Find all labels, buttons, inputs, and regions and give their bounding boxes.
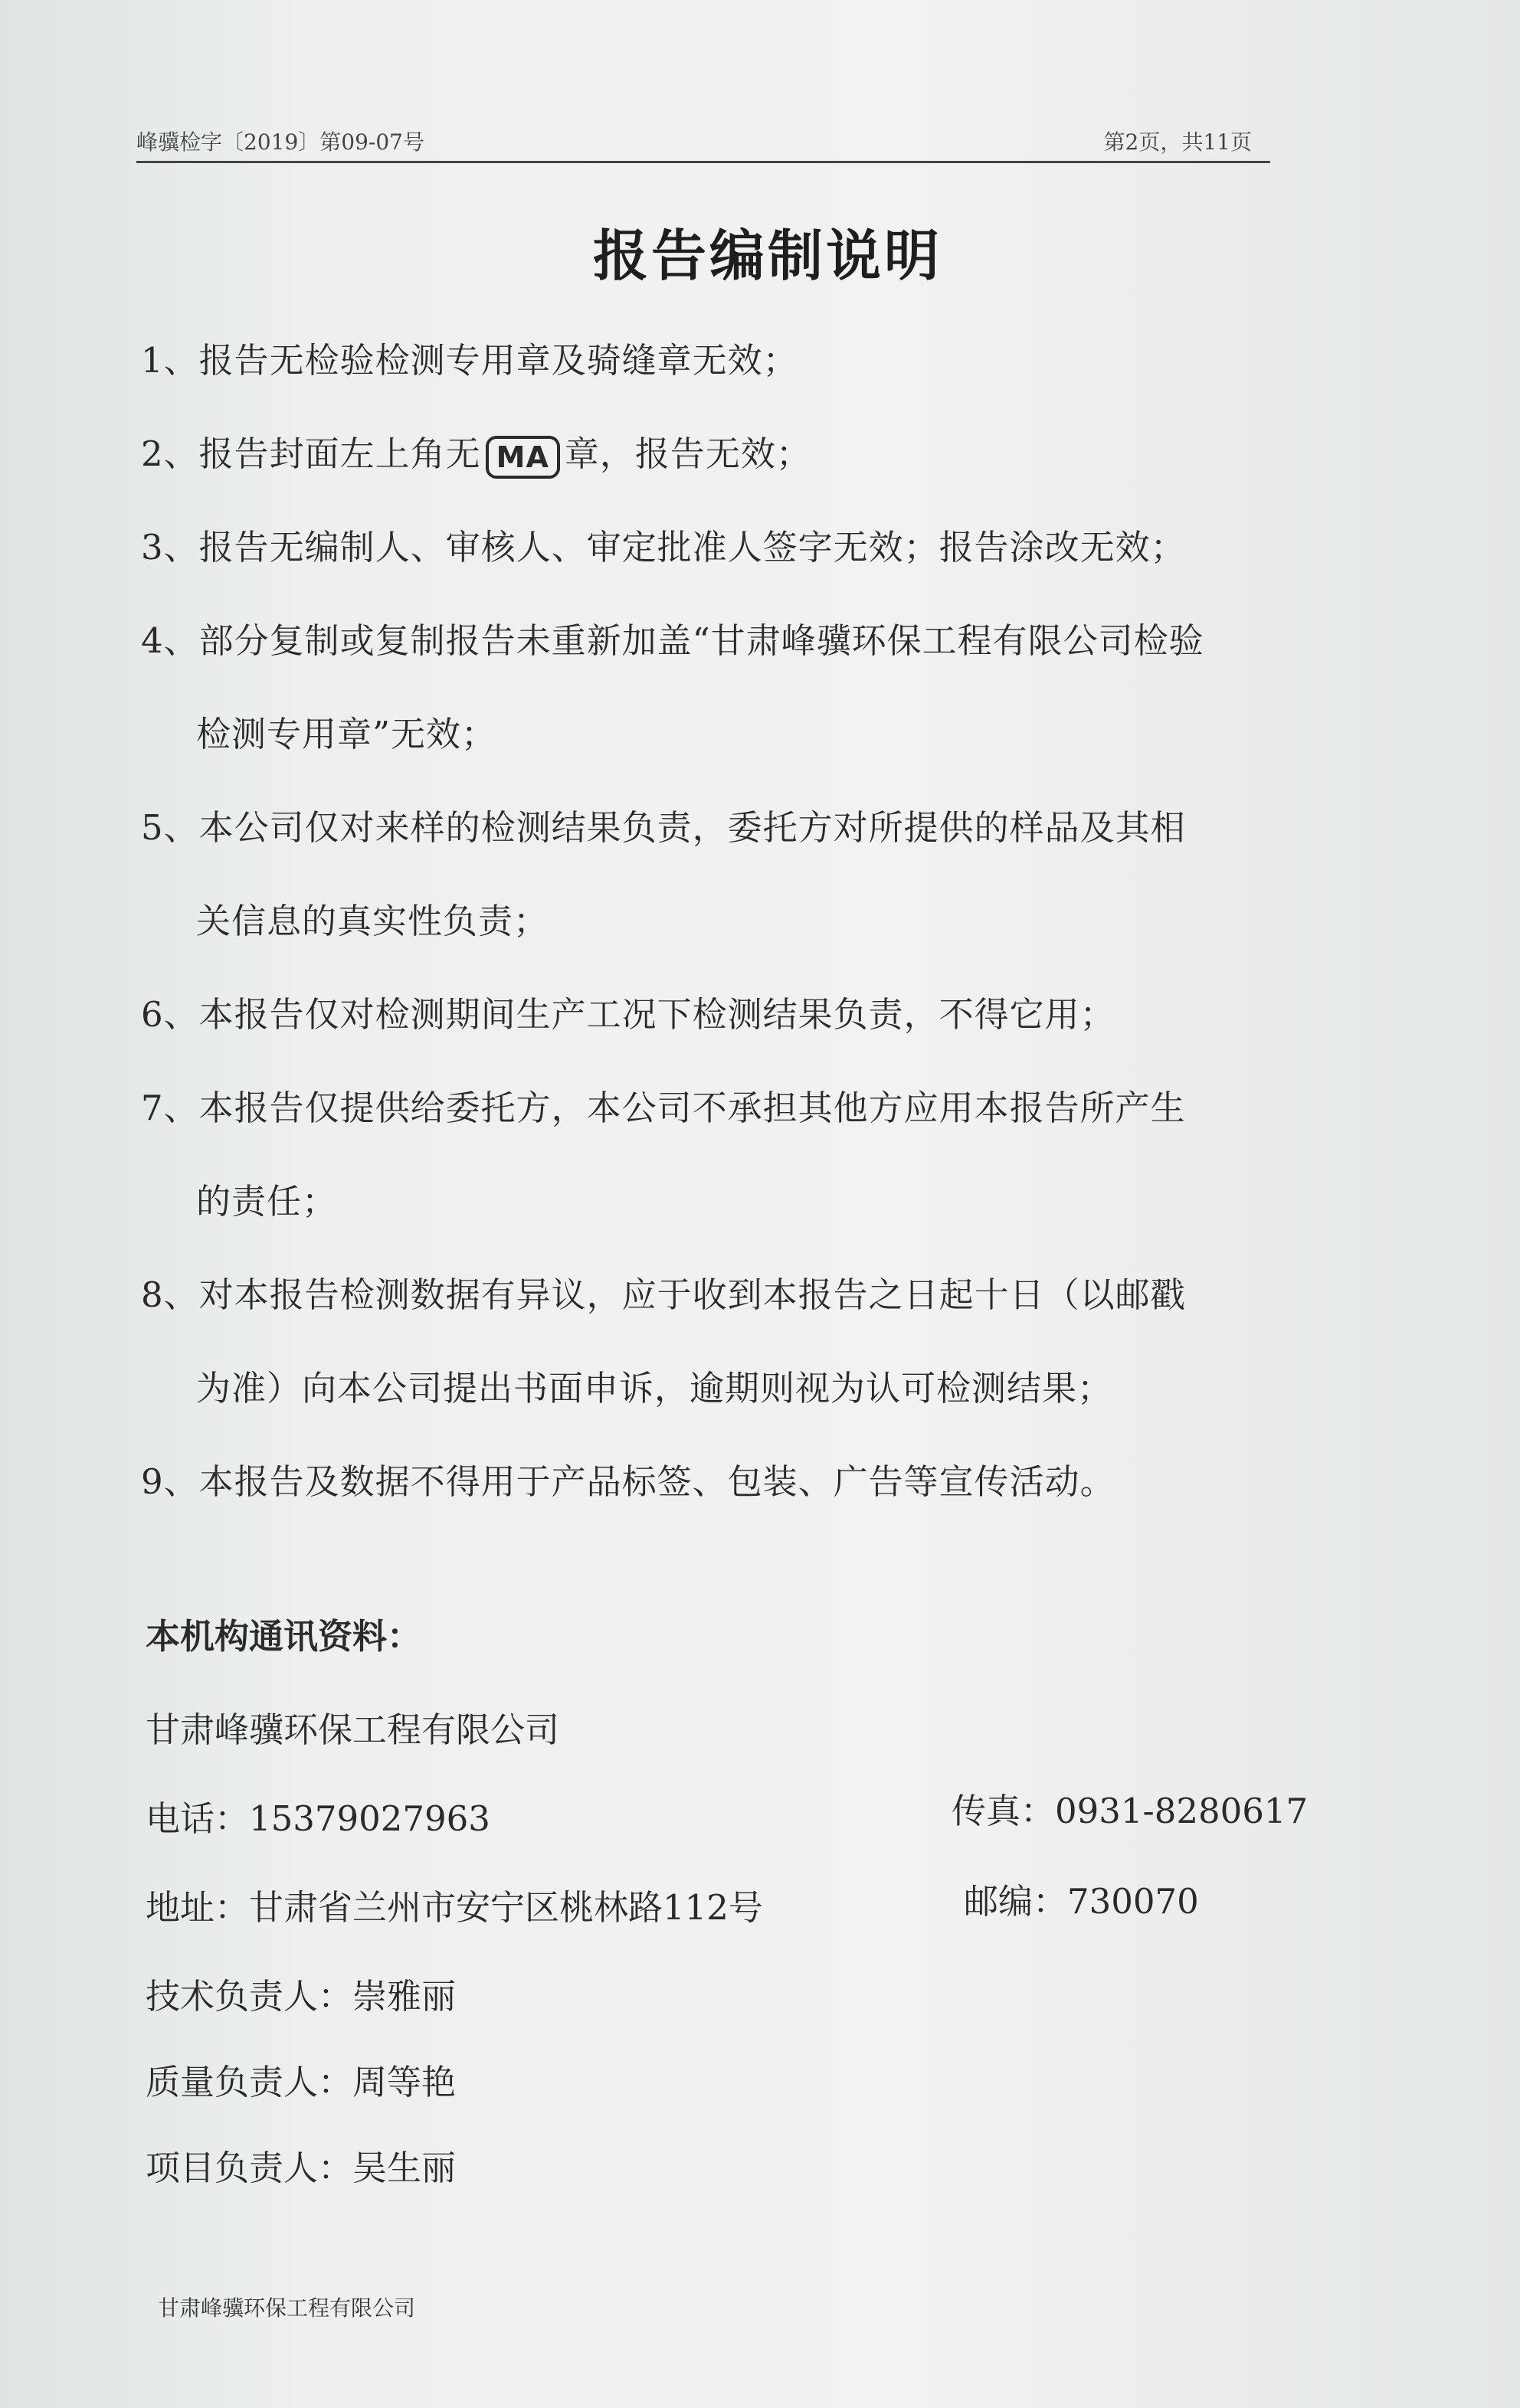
page-title: 报告编制说明 <box>592 223 942 288</box>
item-text: 9、本报告及数据不得用于产品标签、包装、广告等宣传活动。 <box>141 1461 1115 1502</box>
document-number: 峰骥检字〔2019〕第09-07号 <box>136 129 424 155</box>
contact-heading: 本机构通讯资料： <box>146 1616 422 1657</box>
quality-lead: 质量负责人：周等艳 <box>146 2062 457 2102</box>
list-item <box>141 1435 1290 1529</box>
page-info: 第2页，共11页 <box>1103 129 1252 155</box>
item-text: 6、本报告仅对检测期间生产工况下检测结果负责，不得它用； <box>141 994 1115 1035</box>
postcode: 邮编：730070 <box>964 1881 1199 1922</box>
item-text-continued: 的责任； <box>196 1181 338 1222</box>
item-text: 7、本报告仅提供给委托方，本公司不承担其他方应用本报告所产生 <box>141 1088 1186 1128</box>
item-text: 2、报告封面左上角无 <box>141 434 481 474</box>
list-item <box>141 1248 1290 1435</box>
list-item <box>141 968 1290 1062</box>
list-item <box>141 407 1290 501</box>
item-text: 4、部分复制或复制报告未重新加盖“甘肃峰骥环保工程有限公司检验 <box>141 620 1204 661</box>
list-item <box>141 314 1290 407</box>
phone: 电话：15379027963 <box>146 1798 490 1839</box>
item-text: 1、报告无检验检测专用章及骑缝章无效； <box>141 340 798 381</box>
list-item <box>141 501 1290 594</box>
page-header <box>136 115 1270 163</box>
fax: 传真：0931-8280617 <box>952 1791 1309 1831</box>
project-lead: 项目负责人：吴生丽 <box>146 2148 457 2188</box>
page-footer: 甘肃峰骥环保工程有限公司 <box>158 2295 416 2321</box>
list-item <box>141 1062 1290 1248</box>
item-text: 8、对本报告检测数据有异议，应于收到本报告之日起十日（以邮戳 <box>141 1274 1186 1315</box>
cma-mark-icon: MA <box>486 436 560 479</box>
item-text: 5、本公司仅对来样的检测结果负责，委托方对所提供的样品及其相 <box>141 807 1186 848</box>
item-text: 3、报告无编制人、审核人、审定批准人签字无效；报告涂改无效； <box>141 527 1186 568</box>
technical-lead: 技术负责人：崇雅丽 <box>146 1976 457 2017</box>
item-text: 章，报告无效； <box>564 434 811 474</box>
instructions-list <box>141 314 1290 1529</box>
list-item <box>141 781 1290 968</box>
address: 地址：甘肃省兰州市安宁区桃林路112号 <box>146 1887 763 1928</box>
item-text-continued: 关信息的真实性负责； <box>196 901 549 941</box>
list-item <box>141 594 1290 781</box>
company-name: 甘肃峰骥环保工程有限公司 <box>146 1709 560 1750</box>
item-text-continued: 检测专用章”无效； <box>196 714 497 754</box>
item-text-continued: 为准）向本公司提出书面申诉，逾期则视为认可检测结果； <box>196 1368 1113 1408</box>
